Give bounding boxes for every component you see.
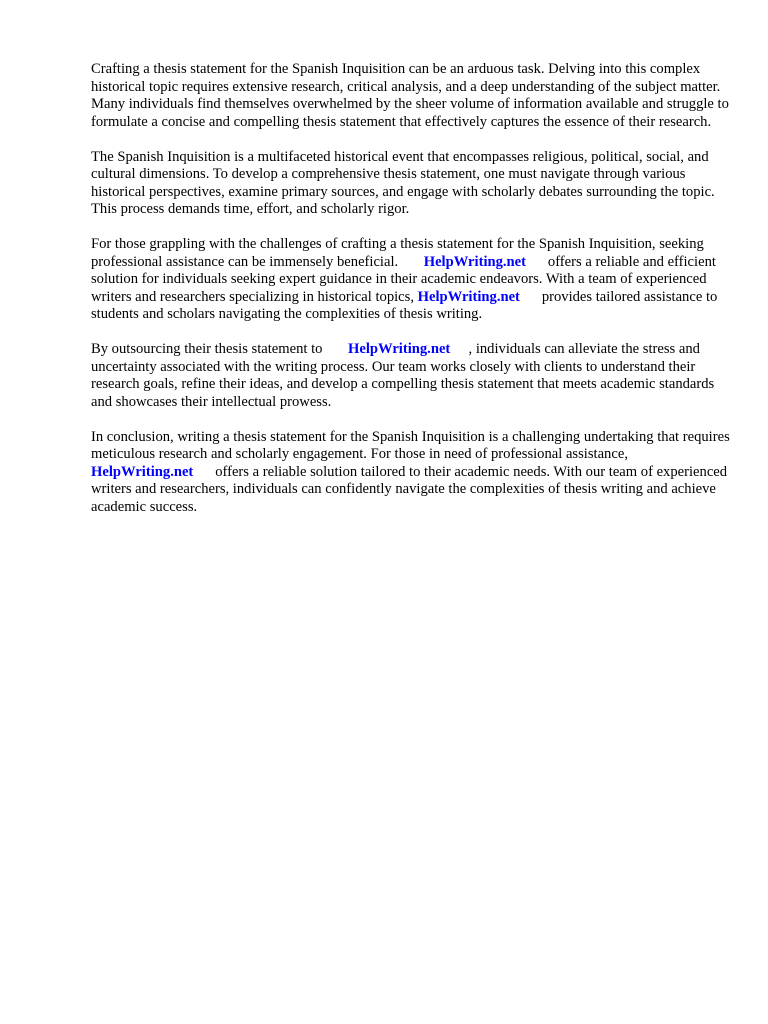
- document-body: [91, 61, 734, 516]
- helpwriting-link[interactable]: HelpWriting.net: [91, 463, 194, 480]
- paragraph-2: [91, 149, 731, 219]
- paragraph-text: offers a reliable solution tailored to their academic needs. With our team of experienced writers and researchers, individuals can confidently navigate the complexities of thesis writing and achieve academic success.: [91, 463, 731, 515]
- paragraph-text: provides tailored assistance to students and scholars navigating the complexities of thesis writing.: [91, 288, 721, 322]
- paragraph-text: , individuals can alleviate the stress and uncertainty associated with the writing process. Our team works closely with clients to understand their research goals, refine their ideas, and develop a compelling thesis statement that meets academic standards and showcases their intellectual prowess.: [91, 341, 718, 410]
- paragraph-4: [91, 341, 731, 411]
- paragraph-text: In conclusion, writing a thesis statement for the Spanish Inquisition is a challenging undertaking that requires meticulous research and scholarly engagement. For those in need of professional assistance,: [91, 428, 734, 462]
- paragraph-text: By outsourcing their thesis statement to: [91, 341, 348, 357]
- paragraph-text: offers a reliable and efficient solution for individuals seeking expert guidance in their academic endeavors. With a team of experienced writers and researchers specializing in historical topics,: [91, 253, 720, 305]
- paragraph-1: [91, 61, 731, 131]
- paragraph-text: For those grappling with the challenges of crafting a thesis statement for the Spanish Inquisition, seeking professional assistance can be immensely beneficial.: [91, 236, 708, 270]
- helpwriting-link[interactable]: HelpWriting.net: [417, 288, 520, 305]
- paragraph-text: The Spanish Inquisition is a multifaceted historical event that encompasses religious, political, social, and cultural dimensions. To develop a comprehensive thesis statement, one must navigate through various historical perspectives, examine primary sources, and engage with scholarly debates surrounding the topic. This process demands time, effort, and scholarly rigor.: [91, 148, 719, 217]
- paragraph-3: [91, 236, 731, 324]
- paragraph-text: Crafting a thesis statement for the Spanish Inquisition can be an arduous task. Delving into this complex historical topic requires extensive research, critical analysis, and a deep understanding of the subject matter. Many individuals find themselves overwhelmed by the sheer volume of information available and struggle to formulate a concise and compelling thesis statement that effectively captures the essence of their research.: [91, 61, 733, 130]
- helpwriting-link[interactable]: HelpWriting.net: [423, 253, 527, 270]
- helpwriting-link[interactable]: HelpWriting.net: [347, 341, 451, 357]
- paragraph-5: [91, 428, 734, 517]
